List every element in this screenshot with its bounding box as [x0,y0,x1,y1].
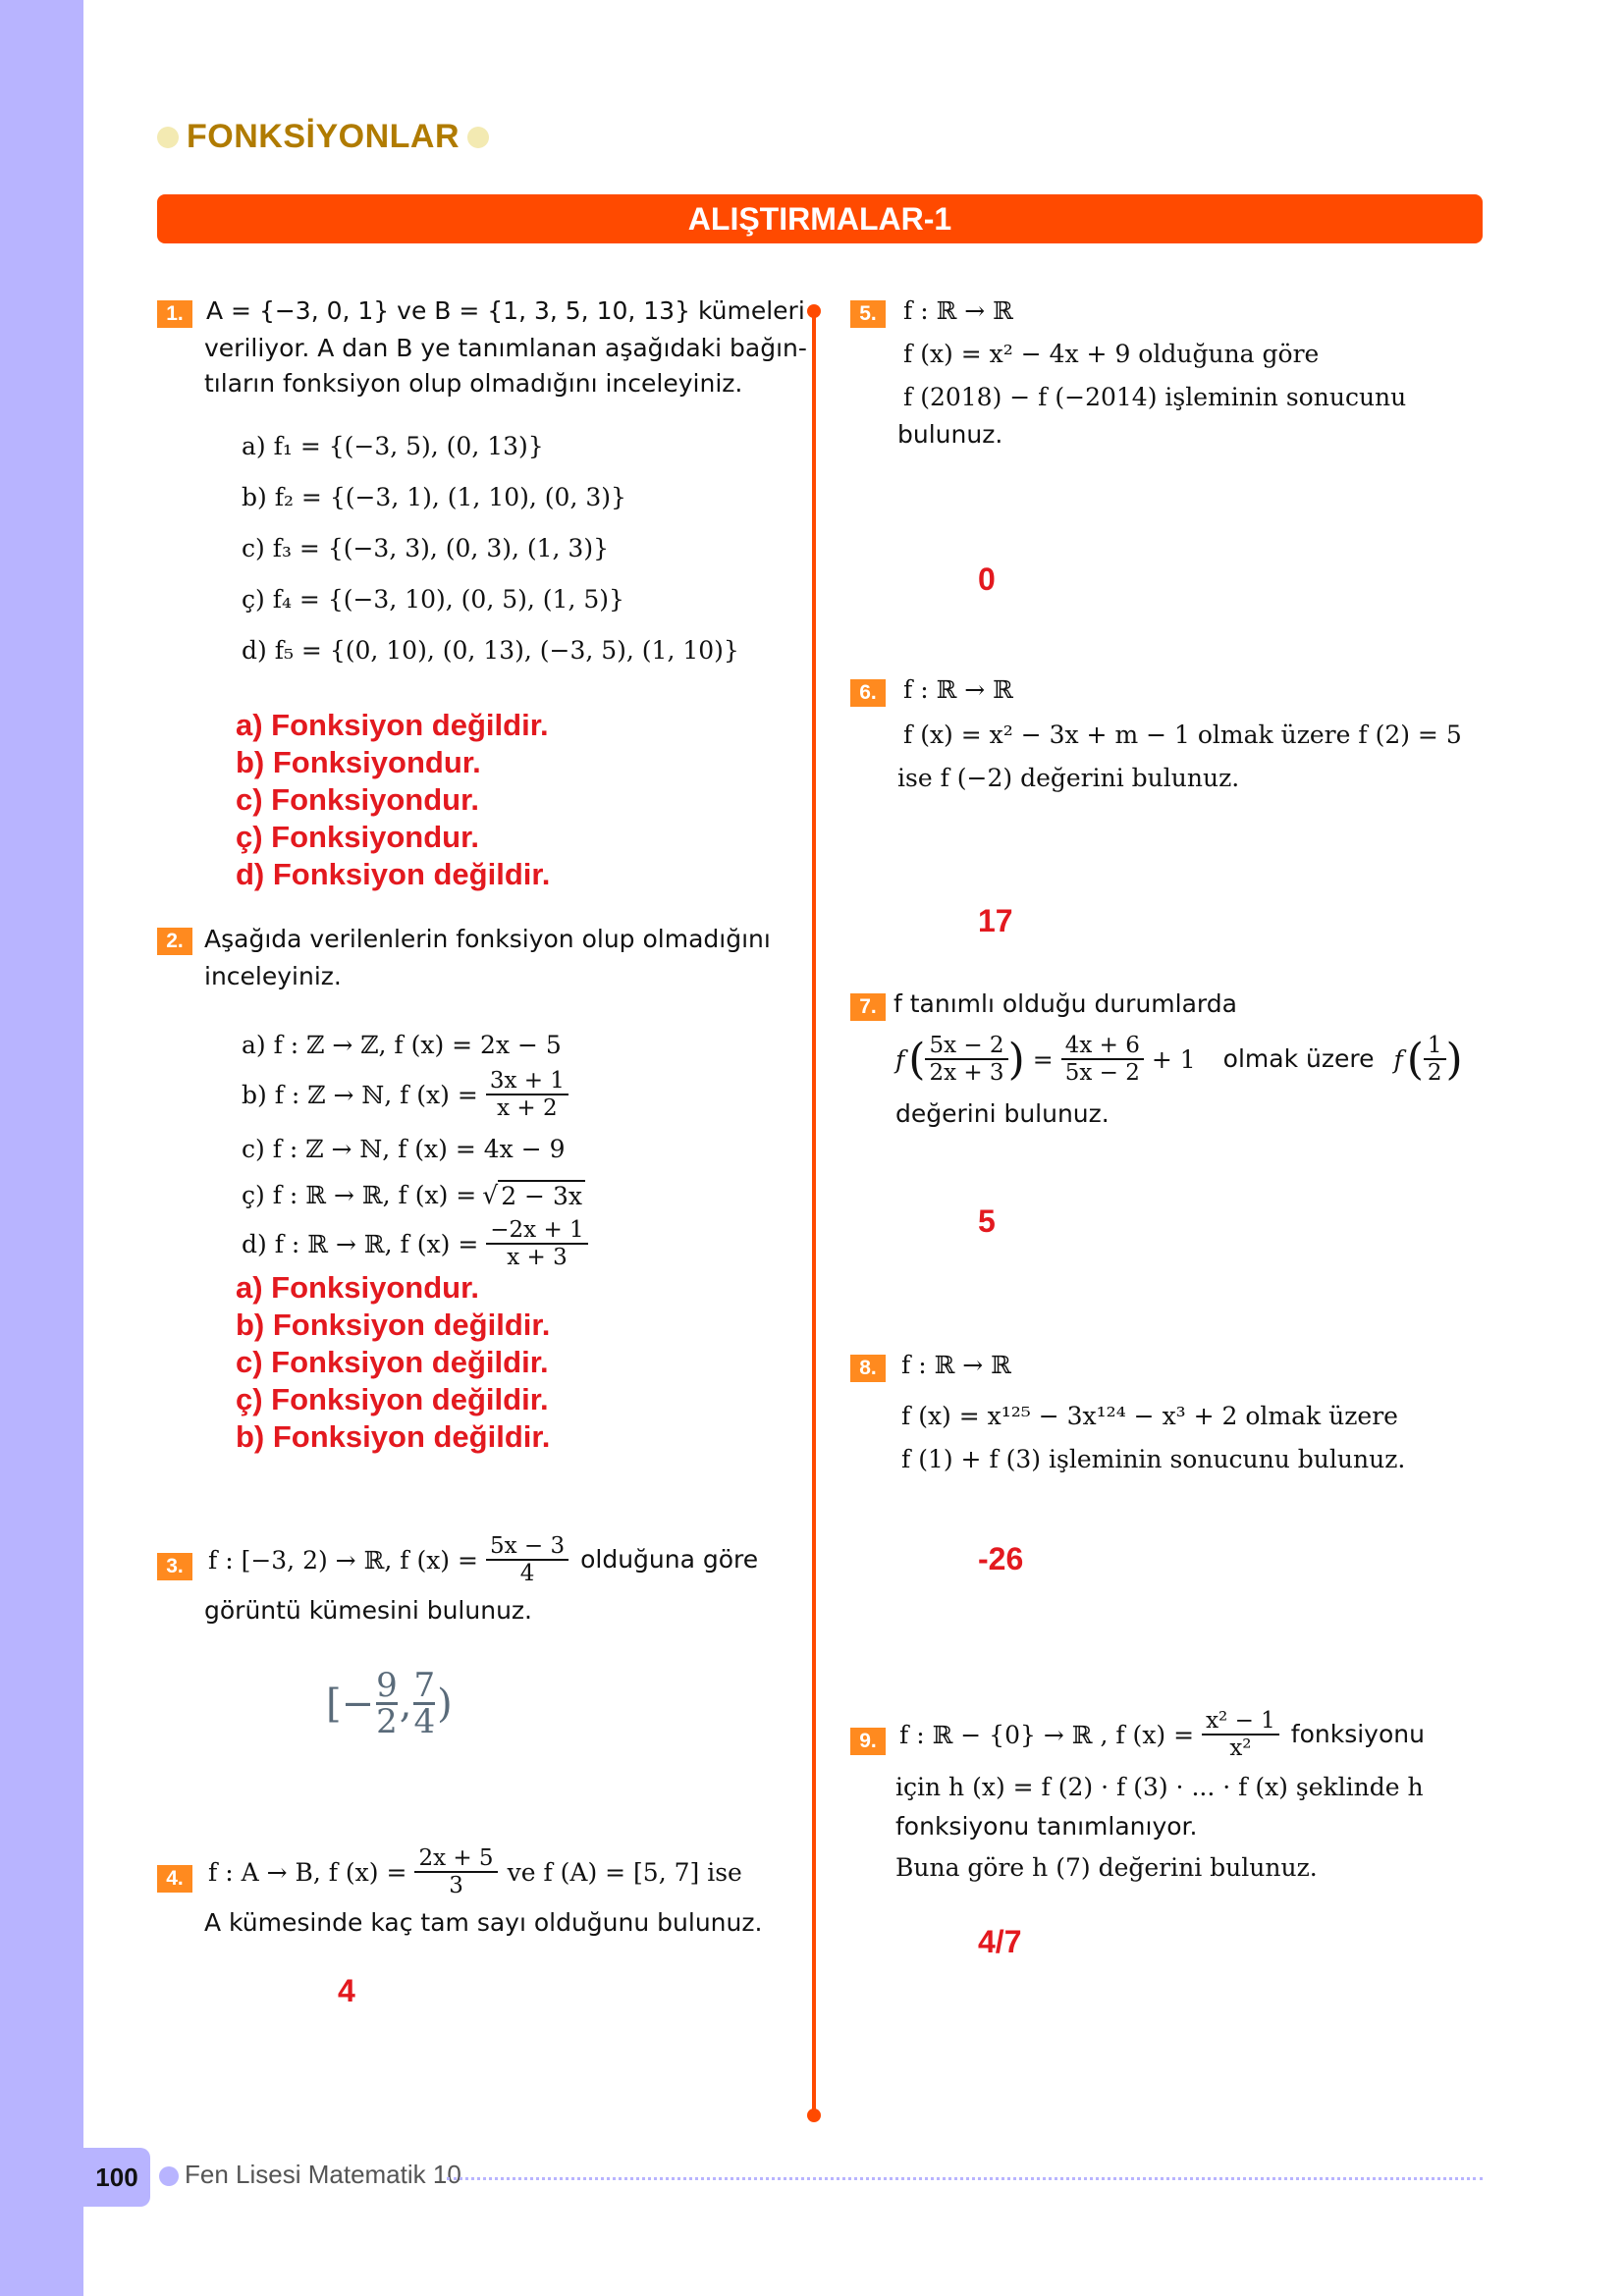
q3-suffix: olduğuna göre [580,1545,759,1574]
q1-answers [236,707,550,893]
divider-dot-top [807,304,821,318]
paren-left-icon: ( [908,1034,926,1085]
q7-line3: değerini bulunuz. [895,1099,1110,1128]
q8-line2: f (x) = x¹²⁵ − 3x¹²⁴ − x³ + 2 olmak üzere [901,1402,1398,1430]
question-badge-1: 1. [157,300,192,328]
q9-statement [899,1708,1425,1761]
left-color-bar [0,0,83,2296]
q2-item-c: c) f : ℤ → ℕ, f (x) = 4x − 9 [242,1135,566,1163]
q1-item-b: b) f₂ = {(−3, 1), (1, 10), (0, 3)} [242,483,626,511]
q3-text-line2: görüntü kümesini bulunuz. [204,1596,532,1625]
q4-answer: 4 [338,1973,355,2008]
q6-line1: f : ℝ → ℝ [903,675,1013,704]
q2-item-b-fraction [486,1068,568,1121]
paren-right-icon: ) [1007,1034,1025,1085]
q9-answer: 4/7 [978,1924,1022,1959]
q7-equals: = [1032,1044,1054,1074]
question-badge-8: 8. [850,1355,886,1382]
q2-item-b-numerator: 3x + 1 [486,1068,568,1095]
q2-item-b-prefix: b) f : ℤ → ℕ, f (x) = [242,1080,478,1109]
q9-line2: için h (x) = f (2) · f (3) · ... · f (x) şeklinde h [895,1773,1424,1801]
q4-suffix: ve f (A) = [5, 7] ise [507,1857,742,1887]
q3-answer-n2: 7 [413,1666,436,1705]
q4-prefix: f : A → B, f (x) = [208,1857,407,1887]
q3-answer-bracket-right: ) [437,1681,453,1727]
sqrt-icon: √ [482,1181,499,1209]
q7-fraction-2 [1061,1033,1144,1086]
q7-fraction-3 [1424,1033,1446,1086]
q5-line2: f (x) = x² − 4x + 9 olduğuna göre [903,340,1320,368]
q2-item-d-numerator: −2x + 1 [486,1217,587,1245]
q2-item-cc [242,1180,585,1210]
q1-item-cc: ç) f₄ = {(−3, 10), (0, 5), (1, 5)} [242,585,624,614]
q3-answer-frac2 [413,1666,436,1741]
question-badge-2: 2. [157,928,192,955]
q3-answer-sep: , [399,1681,412,1727]
q1-item-a: a) f₁ = {(−3, 5), (0, 13)} [242,432,544,460]
q7-f-label-2: f [1393,1044,1403,1074]
column-divider [812,312,816,2116]
question-badge-4: 4. [157,1865,192,1893]
q2-item-d-prefix: d) f : ℝ → ℝ, f (x) = [242,1229,479,1258]
question-badge-3: 3. [157,1553,192,1580]
q7-plus-one: + 1 [1151,1044,1196,1074]
paren-left-icon: ( [1406,1034,1424,1085]
q2-answer-a: a) Fonksiyondur. [236,1270,480,1305]
q1-answer-c: c) Fonksiyondur. [236,782,480,817]
q1-answer-a: a) Fonksiyon değildir. [236,708,549,742]
page-number: 100 [83,2148,150,2207]
q1-text-line3: tıların fonksiyon olup olmadığını inceleyiniz. [204,369,743,398]
q2-item-d-denominator: x + 3 [507,1245,568,1270]
q4-denominator: 3 [449,1873,463,1898]
q9-fraction [1202,1708,1279,1761]
header-dot-left [157,127,179,148]
q7-line1: f tanımlı olduğu durumlarda [893,989,1237,1018]
paren-right-icon: ) [1445,1034,1463,1085]
q1-text-line1: A = {−3, 0, 1} ve B = {1, 3, 5, 10, 13} kümeleri [206,296,805,325]
q2-item-a: a) f : ℤ → ℤ, f (x) = 2x − 5 [242,1031,562,1059]
q1-answer-d: d) Fonksiyon değildir. [236,857,551,891]
q7-equation [895,1033,1463,1086]
q3-answer-d2: 4 [413,1702,436,1741]
q5-line3: f (2018) − f (−2014) işleminin sonucunu [903,383,1407,411]
q1-text-line2: veriliyor. A dan B ye tanımlanan aşağıdaki bağın- [204,334,807,362]
q2-answer-cc: ç) Fonksiyon değildir. [236,1382,549,1416]
header-dot-right [467,127,489,148]
question-badge-5: 5. [850,300,886,328]
q7-fraction-1 [925,1033,1007,1086]
q2-item-d [242,1217,588,1270]
q1-item-d: d) f₅ = {(0, 10), (0, 13), (−3, 5), (1, 10)} [242,636,739,665]
q9-denominator: x² [1229,1735,1252,1761]
q2-item-cc-prefix: ç) f : ℝ → ℝ, f (x) = [242,1181,477,1209]
q4-text-line2: A kümesinde kaç tam sayı olduğunu bulunuz. [204,1908,763,1937]
q7-frac2-den: 5x − 2 [1064,1060,1140,1086]
q6-line3: ise f (−2) değerini bulunuz. [897,764,1240,792]
q1-answer-cc: ç) Fonksiyondur. [236,820,480,854]
q9-suffix: fonksiyonu [1290,1720,1425,1748]
q3-numerator: 5x − 3 [486,1533,568,1561]
footer-dot [159,2166,179,2186]
q6-line2: f (x) = x² − 3x + m − 1 olmak üzere f (2) = 5 [903,721,1462,749]
q3-denominator: 4 [519,1561,535,1586]
q4-numerator: 2x + 5 [414,1845,497,1873]
q5-line4: bulunuz. [897,420,1003,449]
q4-statement [208,1845,742,1898]
section-title: FONKSİYONLAR [187,118,460,155]
q3-answer-d1: 2 [376,1702,398,1741]
footer-dotted-line [447,2177,1483,2180]
book-title: Fen Lisesi Matematik 10 [185,2160,461,2189]
q4-fraction [414,1845,497,1898]
q8-answer: -26 [978,1541,1024,1576]
q5-answer: 0 [978,561,996,597]
q7-frac1-num: 5x − 2 [925,1033,1007,1060]
question-badge-6: 6. [850,679,886,707]
q2-answer-c: c) Fonksiyon değildir. [236,1345,549,1379]
q2-item-cc-radicand: 2 − 3x [498,1180,585,1210]
q3-prefix: f : [−3, 2) → ℝ, f (x) = [208,1545,478,1575]
q2-answer-d: b) Fonksiyon değildir. [236,1419,551,1454]
q9-line4: Buna göre h (7) değerini bulunuz. [895,1853,1318,1882]
section-header [157,118,489,156]
question-badge-7: 7. [850,993,886,1021]
q2-item-b [242,1068,568,1121]
exercise-banner: ALIŞTIRMALAR-1 [157,194,1483,243]
q7-frac3-den: 2 [1427,1060,1442,1086]
q3-answer-frac1 [376,1666,398,1741]
q8-line3: f (1) + f (3) işleminin sonucunu bulunuz. [901,1445,1406,1473]
q6-answer: 17 [978,903,1013,938]
question-badge-9: 9. [850,1728,886,1755]
q7-frac3-num: 1 [1424,1033,1446,1060]
q3-fraction [486,1533,568,1586]
q3-statement [208,1533,758,1586]
q9-line3: fonksiyonu tanımlanıyor. [895,1812,1198,1841]
q7-mid-text: olmak üzere [1222,1044,1375,1073]
q3-answer-bracket-left: [− [326,1681,375,1727]
q2-answer-b: b) Fonksiyon değildir. [236,1308,551,1342]
q9-numerator: x² − 1 [1202,1708,1279,1735]
q7-answer: 5 [978,1203,996,1239]
q2-answers [236,1269,550,1456]
q2-text-line1: Aşağıda verilenlerin fonksiyon olup olmadığını [204,925,771,953]
q7-frac2-num: 4x + 6 [1061,1033,1144,1060]
q3-answer-n1: 9 [376,1666,398,1705]
q5-line1: f : ℝ → ℝ [903,296,1013,325]
divider-dot-bottom [807,2109,821,2122]
q1-answer-b: b) Fonksiyondur. [236,745,481,779]
q7-f-label: f [895,1044,905,1074]
q2-item-b-denominator: x + 2 [497,1095,558,1121]
q1-item-c: c) f₃ = {(−3, 3), (0, 3), (1, 3)} [242,534,609,562]
q3-answer-interval [326,1666,453,1741]
q2-text-line2: inceleyiniz. [204,962,342,990]
q9-prefix: f : ℝ − {0} → ℝ , f (x) = [899,1720,1195,1749]
q2-item-d-fraction [486,1217,587,1270]
q7-frac1-den: 2x + 3 [929,1060,1004,1086]
q8-line1: f : ℝ → ℝ [901,1351,1011,1379]
